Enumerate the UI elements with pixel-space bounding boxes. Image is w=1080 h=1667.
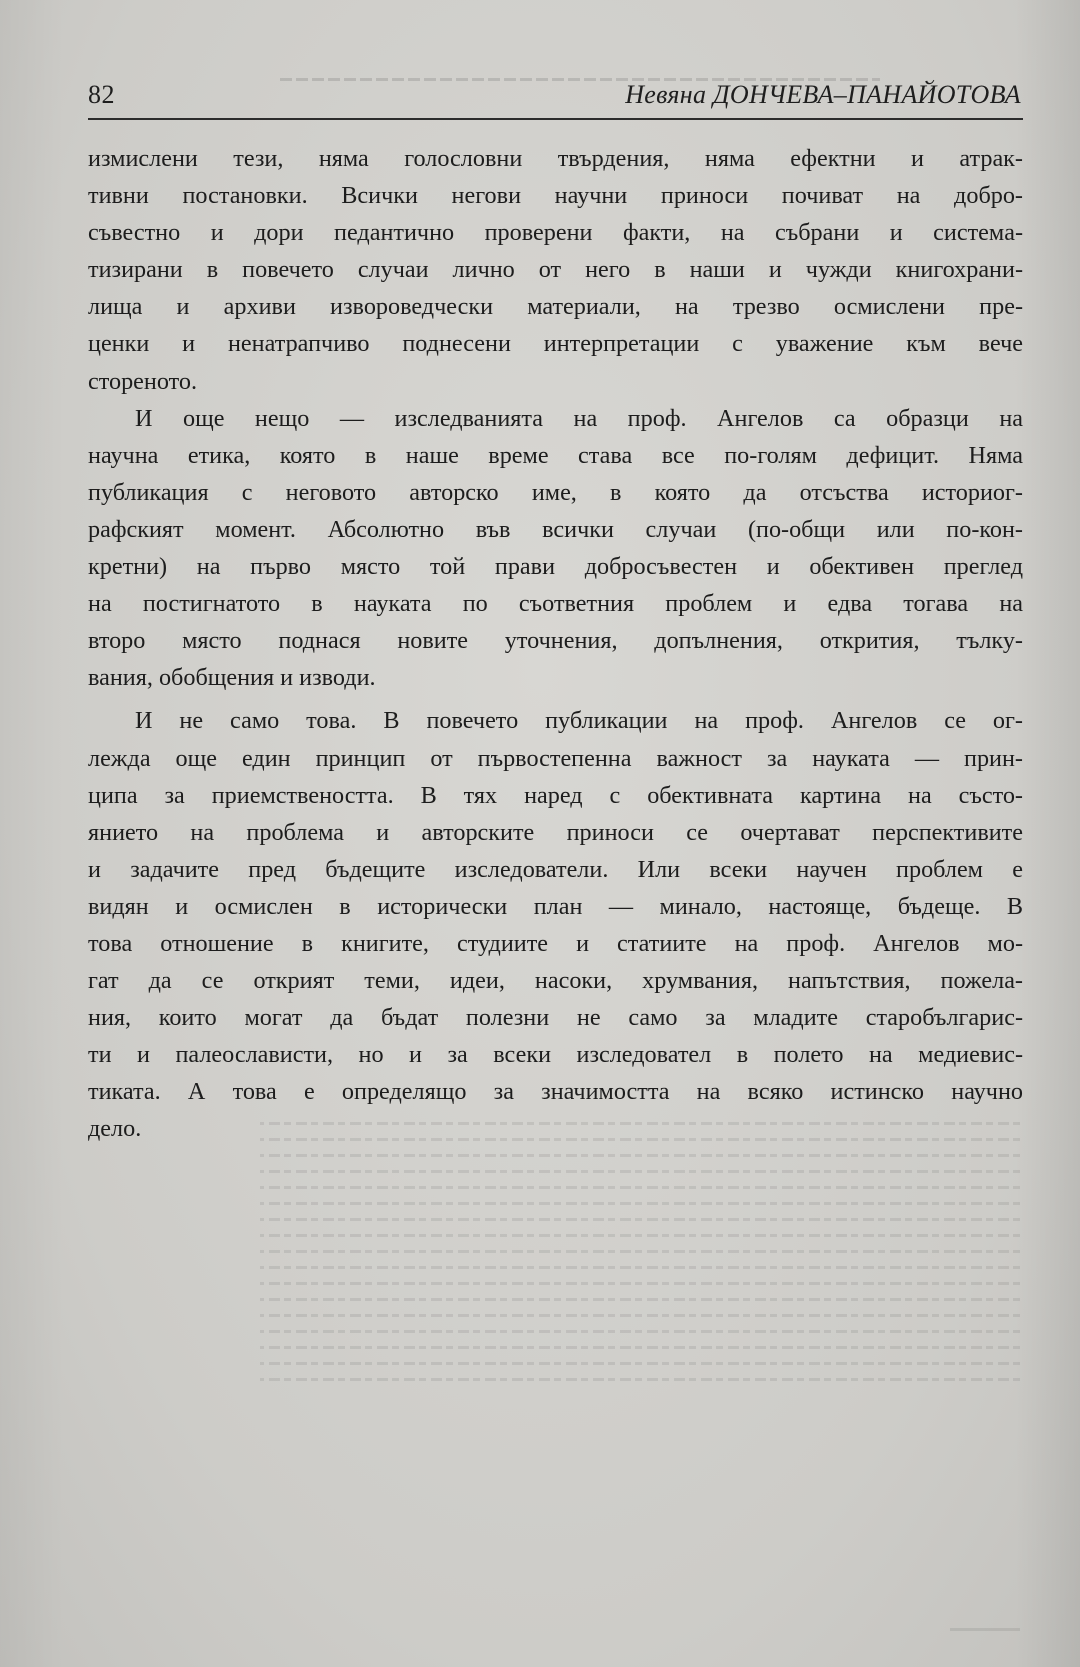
text-line: това отношение в книгите, студиите и статиите на проф. Ангелов мо- [88,929,1023,957]
text-line: кретни) на първо място той прави добросъвестен и обективен преглед [88,553,1023,581]
text-line: ти и палеослависти, но и за всеки изследовател в полето на медиевис- [88,1041,1023,1069]
page-header [88,80,1023,120]
text-line: съвестно и дори педантично проверени факти, на събрани и системa- [88,219,1023,247]
text-line: ципа за приемствеността. В тях наред с обективната картина на състо- [88,781,1023,809]
text-line: тивни постановки. Всички негови научни приноси почиват на добро- [88,182,1023,210]
text-line: на постигнатото в науката по съответния проблем и едва тогава на [88,590,1023,618]
show-through-footer [950,1628,1020,1631]
text-line: стореното. [88,367,198,395]
text-line: гат да се открият теми, идеи, насоки, хрумвания, напътствия, пожела- [88,967,1023,995]
text-line: вания, обобщения и изводи. [88,664,376,692]
running-head: Невяна ДОНЧЕВА–ПАНАЙОТОВА [625,80,1021,109]
text-line: лежда още един принцип от първостепенна важност за науката — прин- [88,744,1023,772]
text-line: измислени тези, няма голословни твърдения, няма ефектни и атрак- [88,145,1023,172]
text-line: лища и архиви извороведчески материали, на трезво осмислени пре- [88,293,1023,321]
body-text [88,140,1023,1148]
text-line: ценки и ненатрапчиво поднесени интерпретации с уважение към вече [88,330,1023,358]
text-line: И още нещо — изследванията на проф. Ангелов са образци на [135,404,1023,432]
text-line: второ място поднася новите уточнения, допълнения, открития, тълку- [88,627,1023,655]
text-line: рафският момент. Абсолютно във всички случаи (по-общи или по-кон- [88,515,1023,543]
text-line: тизирани в повечето случаи лично от него в наши и чужди книгохрани- [88,256,1023,284]
text-line: и задачите пред бъдещите изследователи. Или всеки научен проблем е [88,855,1023,883]
text-line: дело. [88,1115,142,1143]
text-line: ния, които могат да бъдат полезни не само за младите старобългарис- [88,1004,1023,1032]
text-line: И не само това. В повечето публикации на проф. Ангелов се ог- [135,707,1023,735]
text-line: янието на проблема и авторските приноси се очертават перспективите [88,818,1023,846]
text-line: публикация с неговото авторско име, в която да отсъства историог- [88,478,1023,506]
text-line: тиката. А това е определящо за значимостта на всяко истинско научно [88,1078,1023,1106]
page-number: 82 [88,80,115,109]
show-through-reverse-page [260,1110,1020,1394]
text-line: научна етика, която в наше време става все по-голям дефицит. Няма [88,441,1023,469]
text-line: видян и осмислен в исторически план — минало, настояще, бъдеще. В [88,892,1023,920]
